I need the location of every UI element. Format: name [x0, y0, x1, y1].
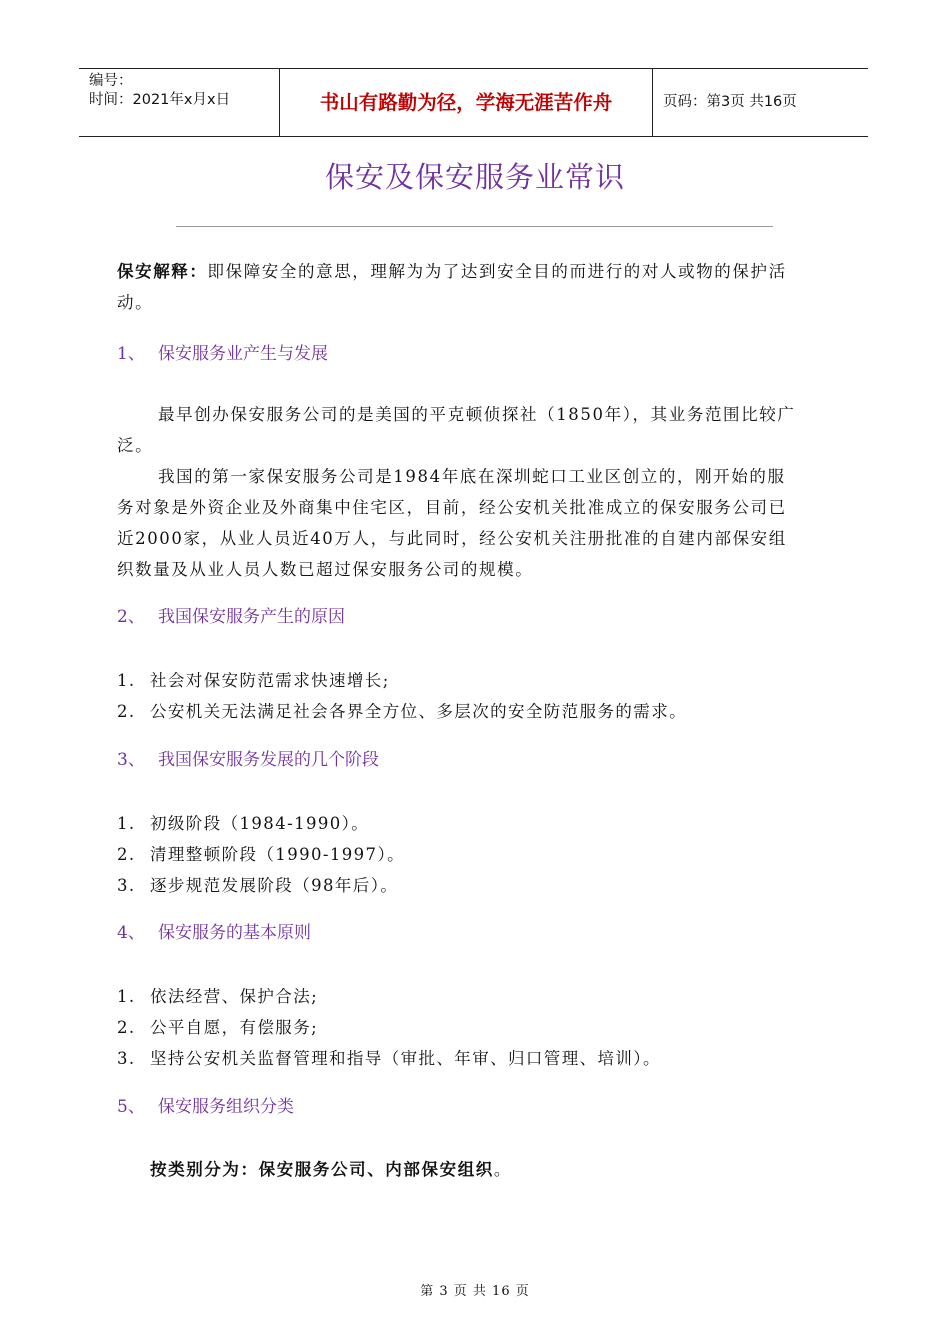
page-footer: 第 3 页 共 16 页 — [420, 1284, 530, 1299]
header-divider — [652, 69, 653, 136]
list-item: 2. 公平自愿，有偿服务; — [117, 1018, 319, 1037]
paragraph-line: 务对象是外资企业及外商集中住宅区，目前，经公安机关批准成立的保安服务公司已 — [117, 498, 787, 517]
list-item: 1. 社会对保安防范需求快速增长; — [117, 671, 390, 690]
header-page-label: 页码：第3页 共16页 — [663, 94, 797, 110]
intro-term: 保安解释： — [117, 262, 208, 281]
intro-paragraph — [117, 256, 833, 318]
number-label: 编号： — [89, 73, 133, 89]
list-item: 3. 逐步规范发展阶段（98年后）。 — [117, 876, 399, 895]
intro-text: 即保障安全的意思，理解为为了达到安全目的而进行的对人或物的保护活 — [207, 262, 787, 281]
section-number: 1、 — [117, 344, 145, 364]
time-label: 时间：2021年x月x日 — [89, 92, 231, 108]
paragraph-line: 织数量及从业人员人数已超过保安服务公司的规模。 — [117, 560, 534, 579]
section-heading-3 — [117, 745, 379, 770]
header-meta — [79, 69, 279, 136]
paragraph-line: 泛。 — [117, 436, 154, 455]
section-title: 保安服务组织分类 — [158, 1097, 294, 1117]
paragraph-line: 近2000家，从业人员近40万人，与此同时，经公安机关注册批准的自建内部保安组 — [117, 529, 787, 548]
section-heading-5 — [117, 1092, 294, 1117]
section-5-body: 按类别分为：保安服务公司、内部保安组织。 — [150, 1160, 513, 1179]
title-rule — [176, 226, 773, 227]
list-item: 2. 清理整顿阶段（1990-1997）。 — [117, 845, 406, 864]
section-title: 我国保安服务发展的几个阶段 — [158, 750, 379, 770]
section-number: 2、 — [117, 607, 145, 627]
section-title: 我国保安服务产生的原因 — [158, 607, 345, 627]
section-number: 3、 — [117, 750, 145, 770]
list-item: 2. 公安机关无法满足社会各界全方位、多层次的安全防范服务的需求。 — [117, 702, 687, 721]
section-heading-1 — [117, 339, 328, 364]
list-item: 1. 初级阶段（1984-1990）。 — [117, 814, 370, 833]
paragraph-line: 最早创办保安服务公司的是美国的平克顿侦探社（1850年），其业务范围比较广 — [158, 405, 796, 424]
section-heading-4 — [117, 918, 311, 943]
section-1-body — [117, 399, 833, 585]
page-title: 保安及保安服务业常识 — [324, 160, 625, 194]
intro-text: 动。 — [117, 293, 154, 312]
paragraph-line: 我国的第一家保安服务公司是1984年底在深圳蛇口工业区创立的，刚开始的服 — [158, 467, 786, 486]
section-title: 保安服务业产生与发展 — [158, 344, 328, 364]
section-number: 4、 — [117, 923, 145, 943]
header-motto: 书山有路勤为径，学海无涯苦作舟 — [319, 91, 613, 114]
classification-text: 按类别分为：保安服务公司、内部保安组织 — [150, 1160, 494, 1179]
list-item: 3. 坚持公安机关监督管理和指导（审批、年审、归口管理、培训）。 — [117, 1049, 661, 1068]
list-item: 1. 依法经营、保护合法; — [117, 987, 319, 1006]
document-header — [79, 68, 868, 137]
section-title: 保安服务的基本原则 — [158, 923, 311, 943]
section-number: 5、 — [117, 1097, 145, 1117]
section-heading-2 — [117, 602, 345, 627]
